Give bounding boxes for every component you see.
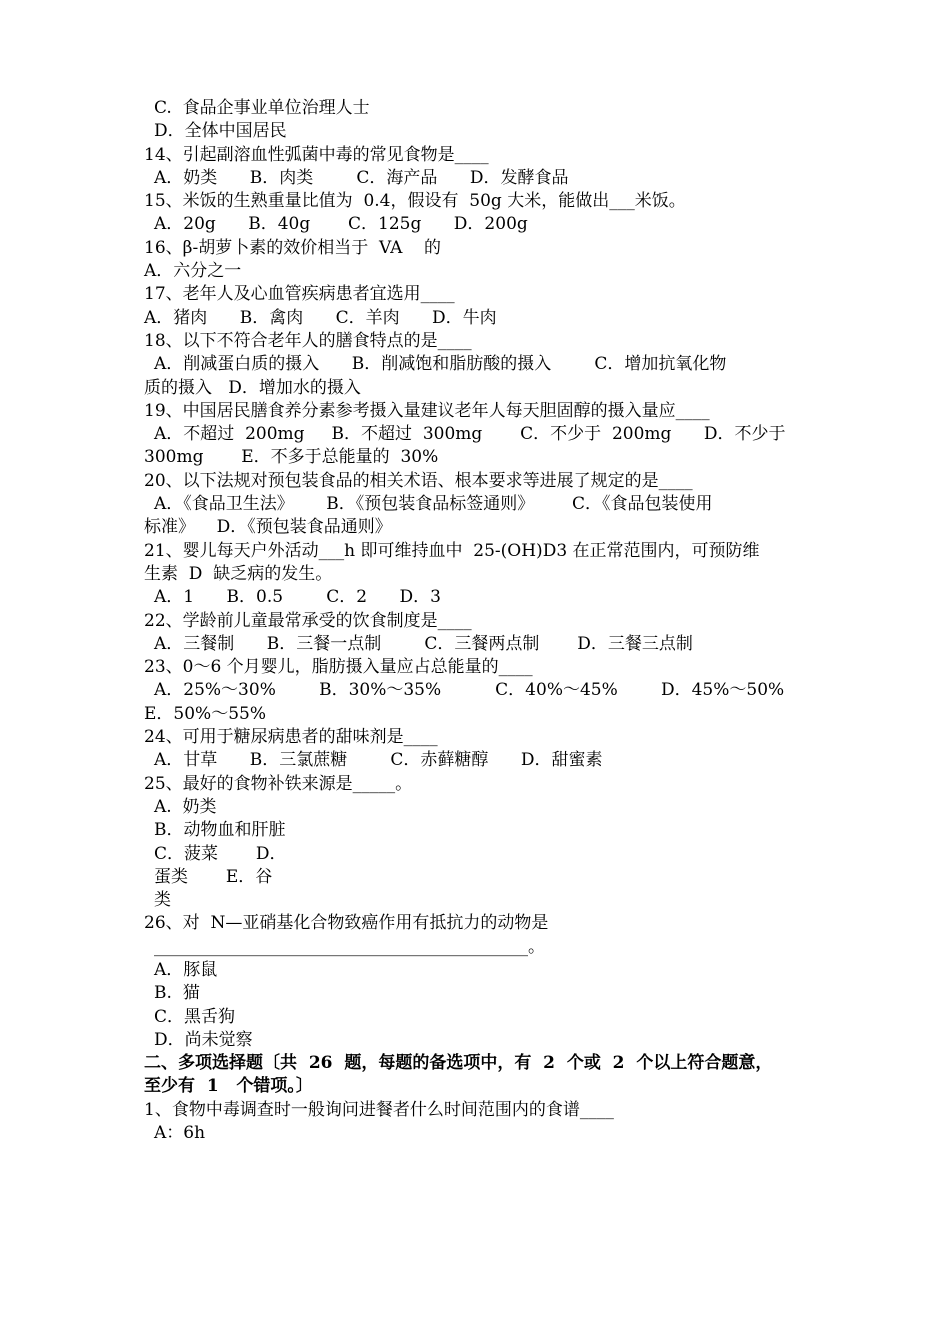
text-line: 蛋类 E．谷 xyxy=(154,866,273,887)
text-line: D．尚未觉察 xyxy=(154,1029,253,1050)
text-line: 标准》 D．《预包装食品通则》 xyxy=(144,517,392,538)
text-line: ____________________________________________。 xyxy=(154,936,545,957)
text-line: A：6h xyxy=(154,1123,206,1144)
text-line: 质的摄入 D．增加水的摄入 xyxy=(144,377,361,398)
text-line: 类 xyxy=(154,890,171,911)
text-line: E．50%～55% xyxy=(144,703,266,724)
text-line: 26、对 N—亚硝基化合物致癌作用有抵抗力的动物是 xyxy=(144,913,549,934)
text-line: 22、学龄前儿童最常承受的饮食制度是____ xyxy=(144,610,472,631)
text-line: C．黑舌狗 xyxy=(154,1006,236,1027)
text-line: D．全体中国居民 xyxy=(154,121,287,142)
text-line: A．三餐制 B．三餐一点制 C．三餐两点制 D．三餐三点制 xyxy=(154,633,693,654)
text-line: 15、米饭的生熟重量比值为 0.4，假设有 50g 大米，能做出___米饭。 xyxy=(144,191,686,212)
text-line: A．猪肉 B．禽肉 C．羊肉 D．牛肉 xyxy=(144,307,497,328)
text-line: 17、老年人及心血管疾病患者宜选用____ xyxy=(144,284,455,305)
text-line: 二、多项选择题〔共 26 题，每题的备选项中，有 2 个或 2 个以上符合题意， xyxy=(144,1053,773,1074)
text-line: 20、以下法规对预包装食品的相关术语、根本要求等进展了规定的是____ xyxy=(144,470,693,491)
text-line: 300mg E．不多于总能量的 30% xyxy=(144,447,439,468)
text-line: A．不超过 200mg B．不超过 300mg C．不少于 200mg D．不少于 xyxy=(154,424,786,445)
text-line: 至少有 1 个错项。〕 xyxy=(144,1076,313,1097)
text-line: A．六分之一 xyxy=(144,261,242,282)
text-line: C. 食品企事业单位治理人士 xyxy=(154,98,370,118)
text-line: 25、最好的食物补铁来源是_____。 xyxy=(144,773,413,794)
text-line: 24、可用于糖尿病患者的甜味剂是____ xyxy=(144,727,438,748)
text-line: B．动物血和肝脏 xyxy=(154,820,286,841)
text-line: 19、中国居民膳食养分素参考摄入量建议老年人每天胆固醇的摄入量应____ xyxy=(144,400,710,421)
text-line: A．奶类 B．肉类 C．海产品 D．发酵食品 xyxy=(154,167,569,188)
text-line: A．25%～30% B．30%～35% C．40%～45% D．45%～50% xyxy=(154,680,785,701)
text-line: A．甘草 B．三氯蔗糖 C．赤藓糖醇 D．甜蜜素 xyxy=(154,750,603,771)
text-line: A．20g B．40g C．125g D．200g xyxy=(154,214,528,235)
text-line: A. 奶类 xyxy=(154,796,217,817)
text-line: 18、以下不符合老年人的膳食特点的是____ xyxy=(144,330,472,351)
document-body xyxy=(144,97,824,1145)
text-line: A．《食品卫生法》 B．《预包装食品标签通则》 C．《食品包装使用 xyxy=(154,494,713,515)
text-line: 14、引起副溶血性弧菌中毒的常见食物是____ xyxy=(144,144,489,165)
text-line: 16、β-胡萝卜素的效价相当于 VA 的 xyxy=(144,237,442,258)
text-line: B. 猫 xyxy=(154,983,200,1004)
text-line: 生素 D 缺乏病的发生。 xyxy=(144,563,333,584)
text-line: A．削减蛋白质的摄入 B．削减饱和脂肪酸的摄入 C．增加抗氧化物 xyxy=(154,354,727,375)
text-line: 23、0～6 个月婴儿，脂肪摄入量应占总能量的____ xyxy=(144,657,533,678)
text-line: 21、婴儿每天户外活动___h 即可维持血中 25-(OH)D3 在正常范围内，可预防维 xyxy=(144,540,760,561)
text-line: C．菠菜 D． xyxy=(154,843,287,864)
text-line: 1、食物中毒调查时一般询问进餐者什么时间范围内的食谱____ xyxy=(144,1099,614,1120)
text-line: A．1 B．0.5 C．2 D．3 xyxy=(154,587,441,608)
text-line: A．豚鼠 xyxy=(154,959,218,980)
